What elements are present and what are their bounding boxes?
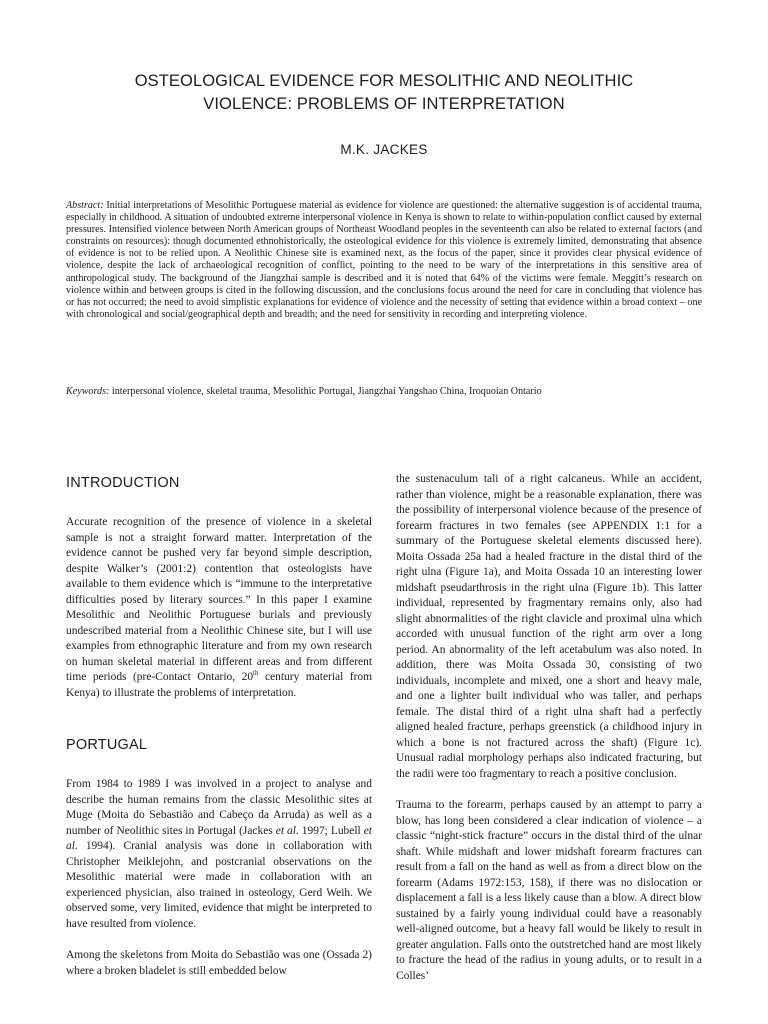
right-paragraph-2: Trauma to the forearm, perhaps caused by an attempt to parry a blow, has long been considered a clear indication of violence – a classic “night-stick fracture” occurs in the distal third of the ulnar shaft. While midshaft and lower midshaft forearm fractures can result from a fall on the hand as well as from a direct blow on the forearm (Adams 1972:153, 158), if there was no dislocation or displacement a fall is a less likely cause than a blow. A direct blow sustained by a fairly young individual could have a reasonably well-aligned outcome, but a heavy fall would be likely to result in greater angulation. Falls onto the outstretched hand are most likely to fracture the head of the radius in young adults, or to result in a Colles’ <box>396 799 702 982</box>
portugal-text-b: . 1997; Lubell <box>295 824 364 837</box>
portugal-etal-2: et al <box>66 824 372 852</box>
paper-title <box>60 70 708 116</box>
portugal-paragraph-1 <box>66 777 372 932</box>
introduction-paragraph <box>66 515 372 701</box>
portugal-etal-1: et al <box>275 824 296 837</box>
intro-text-a: Accurate recognition of the presence of violence in a skeletal sample is not a straight forward matter. Interpretation of the evidence cannot be pushed very far beyond simple description, despite Walker’s (2001:2) contention that osteologists have available to them evidence which is “immune to the interpretative difficulties posed by literary sources.” In this paper I examine Mesolithic and Neolithic Portuguese burials and previously undescribed material from a Neolithic Chinese site, but I will use examples from ethnographic literature and from my own research on human skeletal material in different areas and from different time periods (pre-Contact Ontario, 20 <box>66 516 372 683</box>
portugal-text-a: From 1984 to 1989 I was involved in a project to analyse and describe the human remains from the classic Mesolithic sites at Muge (Moita do Sebastião and Cabeço da Arruda) as well as a number of Neolithic sites in Portugal (Jackes <box>66 778 372 837</box>
right-paragraph-1: the sustenaculum tali of a right calcaneus. While an accident, rather than violence, might be a reasonable explanation, there was the possibility of interpersonal violence because of the presence of forearm fractures in two females (see APPENDIX 1:1 for a summary of the Portuguese skeletal elements discussed here). Moita Ossada 25a had a healed fracture in the distal third of the right ulna (Figure 1a), and Moita Ossada 10 an interesting lower midshaft pseudarthrosis in the right ulna (Figure 1b). This latter individual, represented by fragmentary remains only, also had slight abnormalities of the right clavicle and proximal ulna which accorded with unusual function of the right arm over a long period. An abnormality of the left acetabulum was also noted. In addition, there was Moita Ossada 30, consisting of two individuals, incomplete and mixed, one a short and heavy male, and one a lighter built individual who was taller, and perhaps female. The distal third of a right ulna shaft had a perfectly aligned healed fracture, perhaps greenstick (a childhood injury in which a bone is not fractured across the shaft) (Figure 1c). Unusual radial morphology perhaps also indicated fracturing, but the radii were too fragmentary to reach a positive conclusion. <box>396 473 702 780</box>
right-column <box>396 472 702 984</box>
keywords <box>66 386 702 398</box>
abstract-label: Abstract: <box>66 200 104 211</box>
abstract <box>66 200 702 321</box>
heading-introduction: INTRODUCTION <box>66 475 180 491</box>
intro-superscript: th <box>253 669 259 678</box>
portugal-paragraph-2: Among the skeletons from Moita do Sebastião was one (Ossada 2) where a broken bladelet is still embedded below <box>66 949 372 977</box>
title-line-1: OSTEOLOGICAL EVIDENCE FOR MESOLITHIC AND NEOLITHIC <box>134 72 634 90</box>
keywords-text: interpersonal violence, skeletal trauma, Mesolithic Portugal, Jiangzhai Yangshao China, Iroquoian Ontario <box>109 386 542 397</box>
portugal-text-c: . 1994). Cranial analysis was done in collaboration with Christopher Meiklejohn, and postcranial observations on the Mesolithic material were made in collaboration with an experienced physician, also trained in osteology, Gerd Weih. We observed some, very limited, evidence that might be interpreted to have resulted from violence. <box>66 840 372 930</box>
left-column <box>66 472 372 979</box>
intro-text-b: century material from Kenya) to illustrate the problems of interpretation. <box>66 671 373 699</box>
author-name: M.K. JACKES <box>340 142 428 157</box>
heading-portugal: PORTUGAL <box>66 737 148 753</box>
keywords-label: Keywords: <box>66 386 110 397</box>
abstract-text: Initial interpretations of Mesolithic Portuguese material as evidence for violence are questioned: the alternative suggestion is of accidental trauma, especially in childhood. A situation of undoubted extreme interpersonal violence in Kenya is shown to relate to within-population conflict caused by external pressures. Intensified violence between North American groups of Northeast Woodland peoples in the seventeenth can also be related to external factors (and constraints on resources): though documented ethnohistorically, the osteological evidence for this violence is extremely limited, demonstrating that absence of evidence is not to be relied upon. A Neolithic Chinese site is examined next, as the focus of the paper, since it provides clear physical evidence of violence, despite the lack of archaeological recognition of conflict, pointing to the need to be wary of the interpretations in this sensitive area of anthropological study. The background of the Jiangzhai sample is described and it is noted that 64% of the victims were female. Meggitt’s research on violence within and between groups is cited in the following discussion, and the conclusions focus around the need for care in concluding that violence has or has not occurred; the need to avoid simplistic explanations for evidence of violence and the necessity of setting that evidence within a broad context – one with chronological and social/geographical depth and breadth; and the need for sensitivity in recording and interpreting violence. <box>66 200 702 320</box>
title-line-2: VIOLENCE: PROBLEMS OF INTERPRETATION <box>203 95 565 113</box>
